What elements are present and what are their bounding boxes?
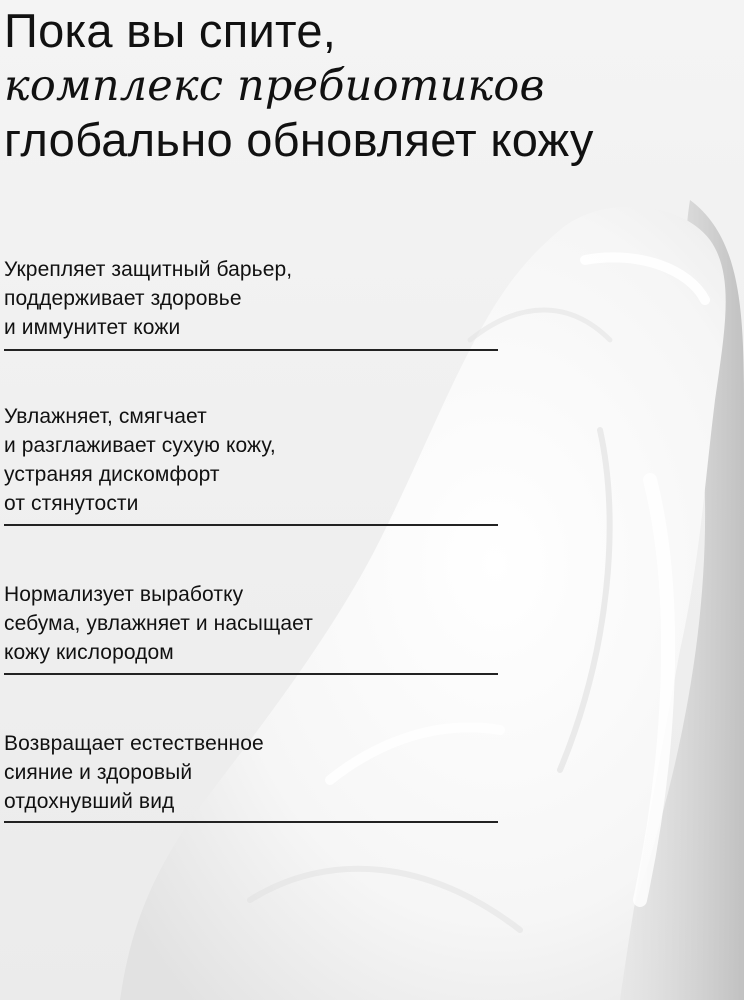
benefit-item: [4, 255, 498, 342]
benefit-text: Возвращает естественное сияние и здоровый отдохнувший вид: [4, 732, 264, 813]
benefit-text: Укрепляет защитный барьер, поддерживает здоровье и иммунитет кожи: [4, 258, 293, 339]
benefit-text: Нормализует выработку себума, увлажняет и насыщает кожу кислородом: [4, 583, 313, 664]
headline-line-2: комплекс пребиотиков: [4, 61, 545, 111]
benefit-item: [4, 402, 498, 518]
divider-line: [4, 524, 498, 526]
headline-line-1: Пока вы спите,: [4, 4, 337, 57]
benefit-item: [4, 580, 498, 667]
divider-line: [4, 673, 498, 675]
benefit-item: [4, 729, 498, 816]
divider-line: [4, 349, 498, 351]
headline-line-3: глобально обновляет кожу: [4, 113, 594, 166]
benefit-text: Увлажняет, смягчает и разглаживает сухую кожу, устраняя дискомфорт от стянутости: [4, 405, 276, 515]
divider-line: [4, 821, 498, 823]
